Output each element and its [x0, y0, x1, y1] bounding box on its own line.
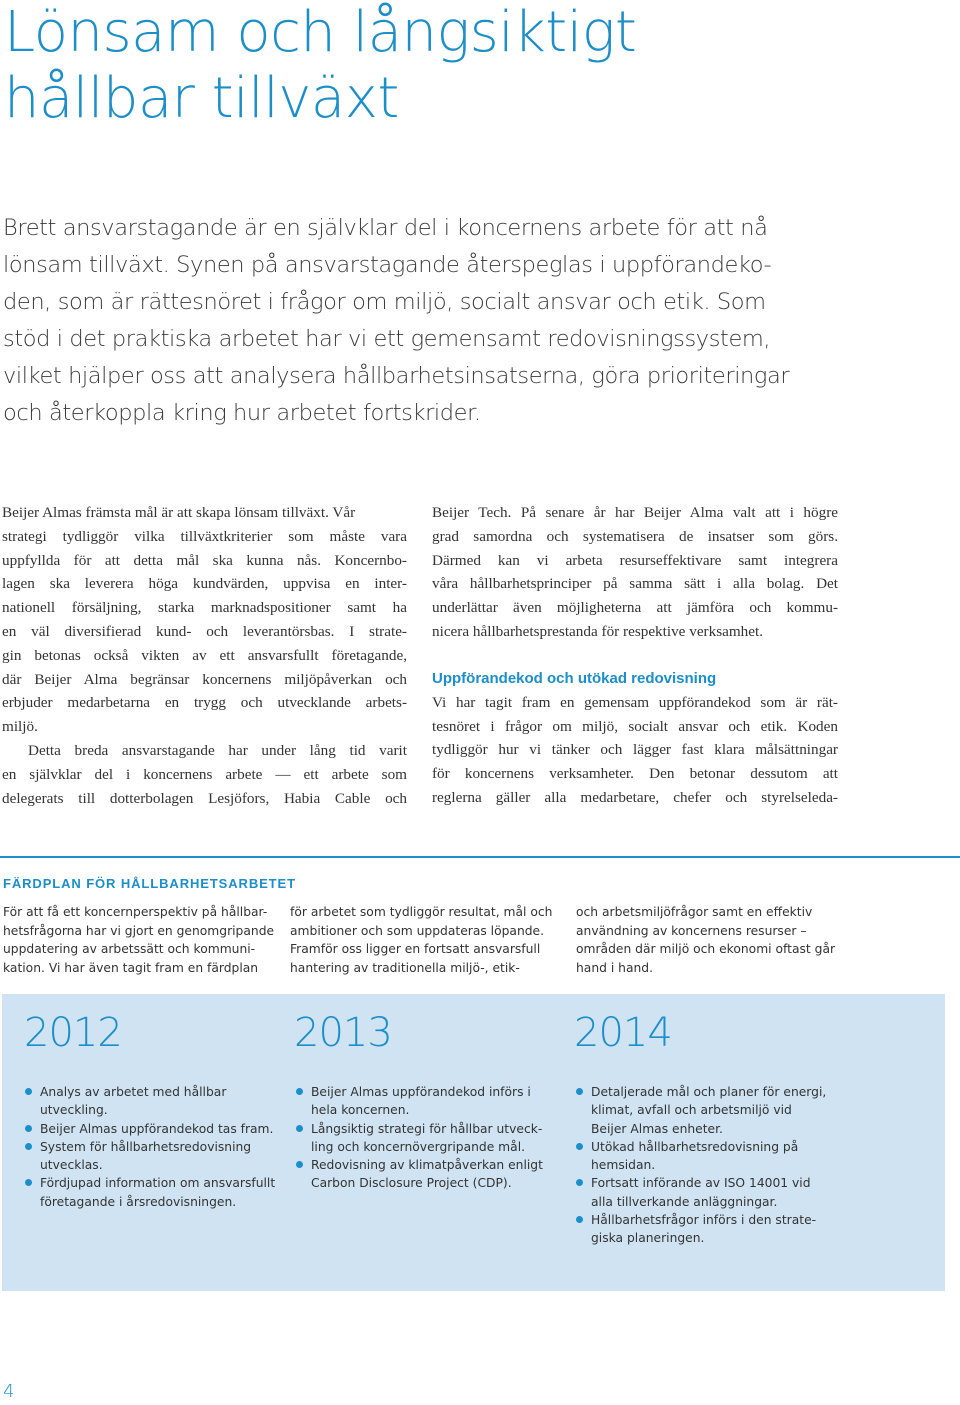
- milestone-item: [25, 1120, 290, 1138]
- body-column-left: [2, 501, 407, 810]
- milestone-line: utveckling.: [40, 1103, 108, 1118]
- milestone-line: Detaljerade mål och planer för energi,: [591, 1085, 827, 1099]
- milestone-line: Beijer Almas uppförandekod tas fram.: [40, 1121, 274, 1136]
- roadmap-intro-column: [290, 903, 560, 977]
- body-line: nationell försäljning, starka marknadspositioner samt ha: [2, 599, 407, 617]
- milestone-item: [296, 1156, 561, 1193]
- roadmap-intro-line: hantering av traditionella miljö-, etik-: [290, 960, 520, 975]
- body-line: delegerats till dotterbolagen Lesjöfors, Habia Cable och: [2, 789, 407, 807]
- milestone-line: Fortsatt införande av ISO 14001 vid: [591, 1176, 811, 1191]
- milestone-line: hela koncernen.: [311, 1103, 410, 1118]
- year-label-2013: 2013: [294, 1010, 392, 1056]
- roadmap-heading: FÄRDPLAN FÖR HÅLLBARHETSARBETET: [3, 876, 296, 891]
- body-line: reglerna gäller alla medarbetare, chefer och styrelseleda-: [432, 788, 838, 806]
- roadmap-intro-line: För att få ett koncernperspektiv på hållbar-: [3, 905, 268, 919]
- milestone-line: giska planeringen.: [591, 1231, 705, 1246]
- body-line: underlättar även möjligheterna att jämföra och kommu-: [432, 599, 838, 617]
- ingress-line: stöd i det praktiska arbetet har vi ett gemensamt redovisningssystem,: [3, 326, 771, 352]
- body-line: lagen ska leverera höga kundvärden, uppvisa en inter-: [2, 575, 407, 593]
- body-line: Vi har tagit fram en gemensam uppförandekod som är rät-: [432, 693, 838, 711]
- milestone-item: [25, 1174, 290, 1211]
- body-line: strategi tydliggör vilka tillväxtkriterier som måste vara: [2, 527, 407, 545]
- roadmap-intro-line: och arbetsmiljöfrågor samt en effektiv: [576, 905, 813, 919]
- body-line: gin betonas också vikten av ett ansvarsfullt företagande,: [2, 646, 407, 664]
- milestone-line: Beijer Almas enheter.: [591, 1121, 723, 1136]
- roadmap-intro-line: användning av koncernens resurser –: [576, 923, 807, 938]
- roadmap-intro-line: kation. Vi har även tagit fram en färdplan: [3, 960, 259, 975]
- title-line: Lönsam och långsiktigt: [4, 0, 637, 65]
- roadmap-intro-line: Framför oss ligger en fortsatt ansvarsfull: [290, 942, 541, 957]
- body-line: miljö.: [2, 718, 38, 736]
- body-line: Detta breda ansvarstagande har under lång tid varit: [28, 741, 407, 759]
- body-line: Beijer Almas främsta mål är att skapa lönsam tillväxt. Vår: [2, 504, 356, 521]
- milestone-line: Carbon Disclosure Project (CDP).: [311, 1176, 512, 1191]
- milestone-item: [576, 1138, 841, 1175]
- milestone-line: Analys av arbetet med hållbar: [40, 1085, 227, 1099]
- page-title: [4, 0, 904, 132]
- milestone-item: [25, 1083, 290, 1120]
- milestones-2014: [576, 1083, 841, 1248]
- milestone-line: Utökad hållbarhetsredovisning på: [591, 1139, 799, 1154]
- ingress-line: Brett ansvarstagande är en självklar del i koncernens arbete för att nå: [3, 215, 768, 241]
- milestone-item: [296, 1120, 561, 1157]
- body-line: en väl diversifierad kund- och leverantörsbas. I strate-: [2, 622, 407, 640]
- milestone-line: System för hållbarhetsredovisning: [40, 1139, 252, 1154]
- milestone-item: [296, 1083, 561, 1120]
- roadmap-intro-line: uppdatering av arbetssätt och kommuni-: [3, 942, 256, 957]
- roadmap-intro-line: områden där miljö och ekonomi oftast går: [576, 942, 836, 957]
- body-line: uppfyllda för att detta mål ska kunna nås. Koncernbo-: [2, 551, 407, 569]
- body-line: grad samordna och systematisera de insatser som görs.: [432, 527, 838, 545]
- roadmap-intro-line: för arbetet som tydliggör resultat, mål och: [290, 905, 553, 919]
- milestone-line: Beijer Almas uppförandekod införs i: [311, 1085, 531, 1099]
- milestone-item: [25, 1138, 290, 1175]
- year-label-2014: 2014: [574, 1010, 672, 1056]
- roadmap-intro-line: ambitioner och som uppdateras löpande.: [290, 923, 545, 938]
- body-line: tesnöret i frågor om miljö, socialt ansvar och etik. Koden: [432, 717, 838, 735]
- title-line: hållbar tillväxt: [4, 66, 399, 131]
- year-label-2012: 2012: [24, 1010, 122, 1056]
- roadmap-intro-line: hand i hand.: [576, 960, 653, 975]
- page-number: 4: [3, 1381, 15, 1402]
- milestones-2013: [296, 1083, 561, 1193]
- milestone-line: Redovisning av klimatpåverkan enligt: [311, 1158, 543, 1173]
- body-column-right: [432, 501, 838, 810]
- milestone-line: ling och koncernövergripande mål.: [311, 1139, 526, 1154]
- roadmap-intro-column: [3, 903, 273, 977]
- roadmap-intro-column: [576, 903, 846, 977]
- milestone-line: Fördjupad information om ansvarsfullt: [40, 1176, 276, 1191]
- ingress-line: den, som är rättesnöret i frågor om miljö, socialt ansvar och etik. Som: [3, 289, 766, 315]
- milestone-item: [576, 1211, 841, 1248]
- milestone-line: utvecklas.: [40, 1158, 103, 1173]
- milestone-line: Långsiktig strategi för hållbar utveck-: [311, 1121, 543, 1136]
- milestones-2012: [25, 1083, 290, 1211]
- body-line: en självklar del i koncernens arbete — ett arbete som: [2, 765, 407, 783]
- milestone-line: klimat, avfall och arbetsmiljö vid: [591, 1103, 792, 1118]
- body-line: Därmed kan vi arbeta resurseffektivare samt integrera: [432, 551, 838, 569]
- body-line: för koncernens verksamheter. Den betonar dessutom att: [432, 765, 838, 783]
- body-line: våra hållbarhetsprinciper på samma sätt i alla bolag. Det: [432, 575, 838, 593]
- milestone-item: [576, 1083, 841, 1138]
- milestone-line: hemsidan.: [591, 1158, 656, 1173]
- ingress-paragraph: [3, 210, 908, 432]
- body-line: Beijer Tech. På senare år har Beijer Alma valt att i högre: [432, 504, 838, 521]
- body-line: där Beijer Alma begränsar koncernens miljöpåverkan och: [2, 670, 407, 688]
- section-divider: [0, 856, 960, 858]
- roadmap-intro-line: hetsfrågorna har vi gjort en genomgripande: [3, 923, 275, 938]
- ingress-line: och återkoppla kring hur arbetet fortskrider.: [3, 400, 481, 426]
- body-line: nicera hållbarhetsprestanda för respektive verksamhet.: [432, 622, 764, 640]
- ingress-line: vilket hjälper oss att analysera hållbarhetsinsatserna, göra prioriteringar: [3, 363, 790, 389]
- ingress-line: lönsam tillväxt. Synen på ansvarstagande återspeglas i uppförandeko-: [3, 252, 772, 278]
- body-line: erbjuder medarbetarna en trygg och utvecklande arbets-: [2, 694, 407, 712]
- milestone-line: Hållbarhetsfrågor införs i den strate-: [591, 1213, 817, 1228]
- milestone-line: företagande i årsredovisningen.: [40, 1194, 237, 1209]
- section-subheading: Uppförandekod och utökad redovisning: [432, 669, 717, 687]
- milestone-line: alla tillverkande anläggningar.: [591, 1194, 778, 1209]
- milestone-item: [576, 1174, 841, 1211]
- body-line: tydliggör hur vi tänker och lägger fast klara målsättningar: [432, 741, 838, 759]
